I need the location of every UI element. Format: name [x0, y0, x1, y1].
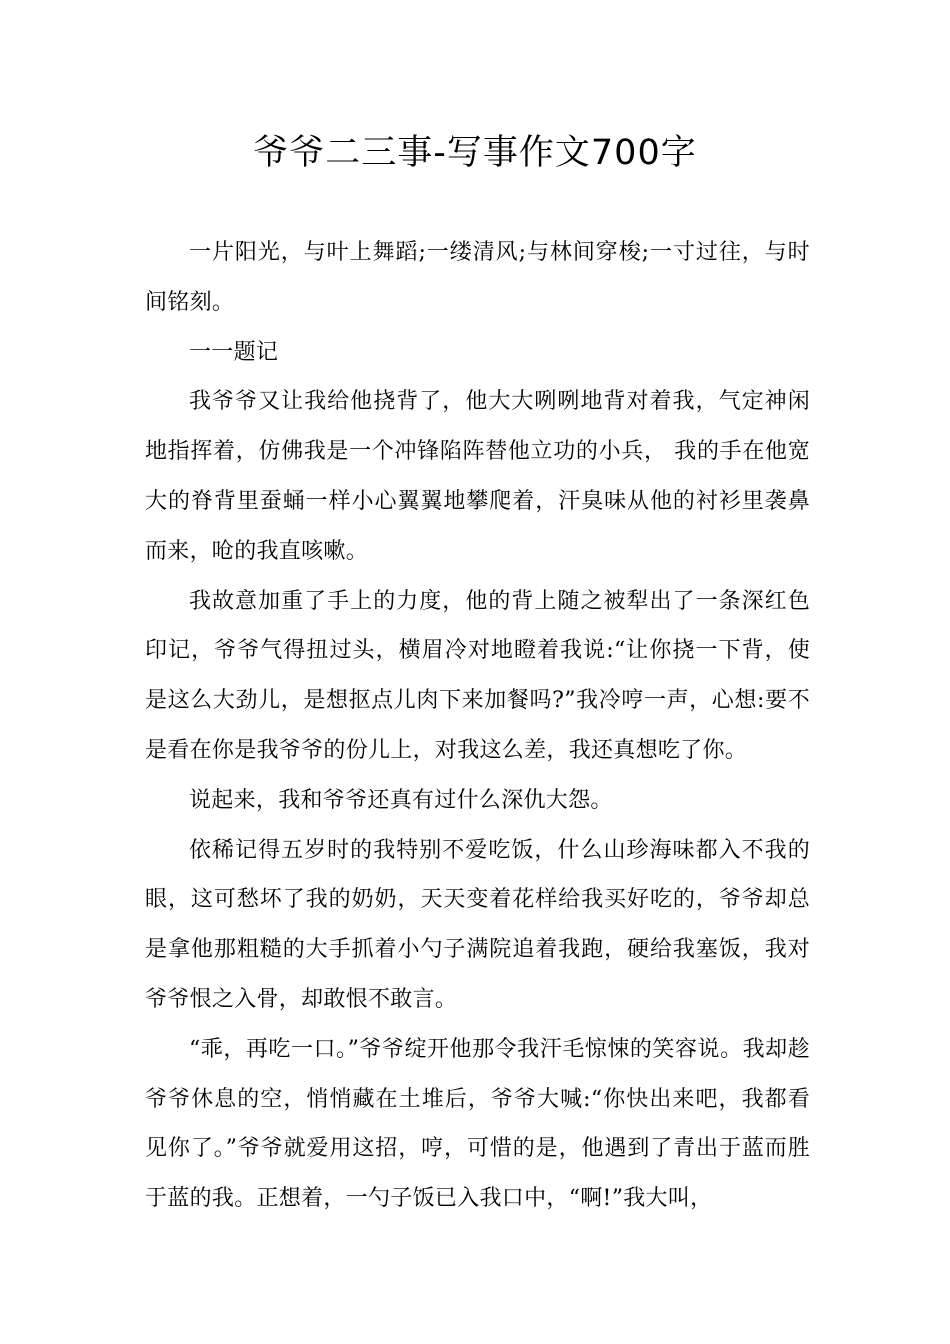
- document-title: 爷爷二三事-写事作文700字: [253, 133, 697, 173]
- paragraph: 说起来，我和爷爷还真有过什么深仇大怨。: [189, 787, 613, 813]
- paragraph: 我故意加重了手上的力度，他的背上随之被犁出了一条深红色印记，爷爷气得扭过头，横眉冷对地瞪着我说:“让你挠一下背，使是这么大劲儿，是想抠点儿肉下来加餐吗?”我冷哼一声，心想:要不是看在你是我爷爷的份儿上，对我这么差，我还真想吃了你。: [145, 588, 810, 763]
- paragraph-intro: 一片阳光，与叶上舞蹈;一缕清风;与林间穿梭;一寸过往，与时间铭刻。: [145, 240, 810, 315]
- document-body: [145, 228, 810, 1224]
- paragraph: 我爷爷又让我给他挠背了，他大大咧咧地背对着我，气定神闲地指挥着，仿佛我是一个冲锋陷阵替他立功的小兵， 我的手在他宽大的脊背里蚕蛹一样小心翼翼地攀爬着，汗臭味从他的衬衫里袭鼻而来，呛的我直咳嗽。: [145, 389, 810, 564]
- paragraph: “乖，再吃一口。”爷爷绽开他那令我汗毛惊悚的笑容说。我却趁爷爷休息的空，悄悄藏在土堆后，爷爷大喊:“你快出来吧，我都看见你了。”爷爷就爱用这招，哼，可惜的是，他遇到了青出于蓝而胜于蓝的我。正想着，一勺子饭已入我口中，“啊!”我大叫，: [145, 1036, 810, 1212]
- paragraph-epigraph-note: 一一题记: [189, 339, 279, 365]
- paragraph: 依稀记得五岁时的我特别不爱吃饭，什么山珍海味都入不我的眼，这可愁坏了我的奶奶，天天变着花样给我买好吃的，爷爷却总是拿他那粗糙的大手抓着小勺子满院追着我跑，硬给我塞饭，我对爷爷恨之入骨，却敢恨不敢言。: [145, 837, 810, 1012]
